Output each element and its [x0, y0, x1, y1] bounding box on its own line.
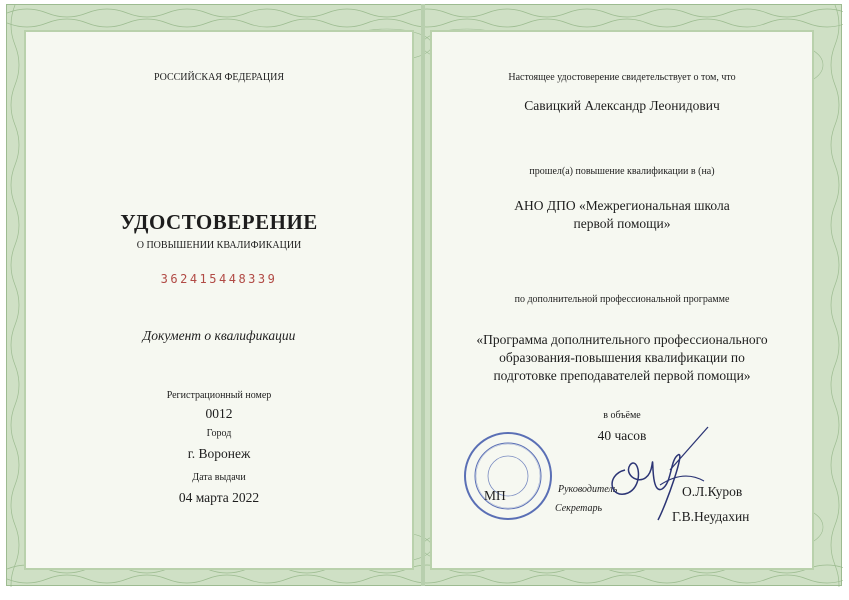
head-name: О.Л.Куров: [682, 484, 743, 499]
secretary-name: Г.В.Неудахин: [672, 509, 750, 524]
seal-place-label: МП: [484, 488, 506, 503]
recipient-name: Савицкий Александр Леонидович: [524, 98, 720, 113]
program-line-3: подготовке преподавателей первой помощи»: [493, 368, 751, 383]
country-label: РОССИЙСКАЯ ФЕДЕРАЦИЯ: [153, 72, 285, 83]
certificate-number: 362415448339: [160, 272, 278, 286]
head-signature-label: Руководитель: [558, 484, 618, 495]
left-page: [24, 30, 414, 570]
passed-training-text: прошел(а) повышение квалификации в (на): [529, 166, 715, 177]
volume-value: 40 часов: [597, 428, 647, 443]
booklet-spine: [421, 4, 425, 586]
volume-label: в объёме: [603, 410, 641, 421]
program-label: по дополнительной профессиональной программе: [514, 294, 730, 305]
handwritten-signature: [600, 425, 710, 525]
issue-date-label: Дата выдачи: [192, 472, 246, 483]
program-line-1: «Программа дополнительного профессионального: [476, 332, 768, 347]
secretary-signature-label: Секретарь: [555, 503, 603, 514]
certificate-title: УДОСТОВЕРЕНИЕ: [120, 210, 318, 234]
document-type: Документ о квалификации: [142, 328, 296, 343]
organization-line-1: АНО ДПО «Межрегиональная школа: [514, 198, 730, 213]
city-label: Город: [206, 428, 232, 439]
program-line-2: образования-повышения квалификации по: [499, 350, 745, 365]
certificate-subtitle: О ПОВЫШЕНИИ КВАЛИФИКАЦИИ: [136, 240, 302, 251]
city-value: г. Воронеж: [187, 446, 251, 461]
organization-line-2: первой помощи»: [573, 216, 671, 231]
official-seal: [462, 430, 554, 522]
registration-number-value: 0012: [205, 406, 233, 421]
registration-number-label: Регистрационный номер: [166, 390, 272, 401]
issue-date-value: 04 марта 2022: [178, 490, 260, 505]
intro-text: Настоящее удостоверение свидетельствует о том, что: [508, 72, 736, 83]
